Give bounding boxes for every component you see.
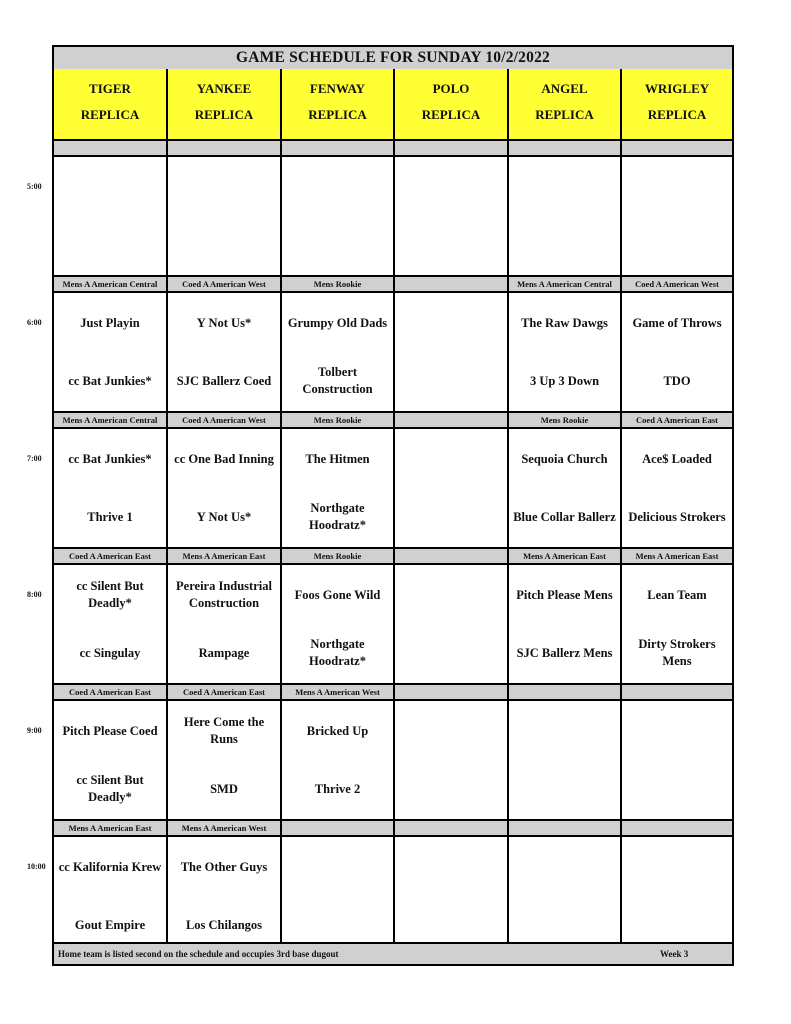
home-team: Thrive 1 <box>87 509 133 524</box>
visiting-team <box>54 163 166 211</box>
game-cell <box>622 837 732 955</box>
visiting-team: The Raw Dawgs <box>521 315 608 330</box>
division-band <box>54 139 732 157</box>
field-name: FENWAY <box>309 81 366 96</box>
division-label: Mens Rookie <box>282 549 395 563</box>
division-label: Mens A American Central <box>54 413 168 427</box>
game-cell <box>54 293 168 411</box>
time-label: 5:00 <box>27 182 42 191</box>
game-cell <box>168 565 282 683</box>
visiting-team: The Hitmen <box>305 451 370 466</box>
time-label: 9:00 <box>27 726 42 735</box>
visiting-team <box>282 843 393 891</box>
visiting-team <box>509 707 620 755</box>
home-team <box>395 629 507 677</box>
game-cell <box>622 157 732 275</box>
game-cell <box>509 837 622 955</box>
time-slot-row <box>54 293 732 411</box>
visiting-team <box>395 843 507 891</box>
field-type: REPLICA <box>80 107 140 122</box>
home-team <box>395 493 507 541</box>
time-slot-row <box>54 565 732 683</box>
field-name: ANGEL <box>541 81 588 96</box>
division-label <box>282 821 395 835</box>
field-name: POLO <box>432 81 470 96</box>
division-label: Mens A American East <box>509 549 622 563</box>
time-label: 7:00 <box>27 454 42 463</box>
home-team <box>395 765 507 813</box>
division-label: Coed A American East <box>168 685 282 699</box>
visiting-team <box>622 843 732 891</box>
game-cell <box>168 157 282 275</box>
game-cell <box>622 701 732 819</box>
visiting-team: Pitch Please Coed <box>62 723 158 738</box>
game-cell <box>54 157 168 275</box>
field-header-row <box>54 69 732 141</box>
home-team: Northgate Hoodratz* <box>309 637 366 668</box>
visiting-team: cc Kalifornia Krew <box>58 859 162 874</box>
game-cell <box>509 293 622 411</box>
visiting-team: Pitch Please Mens <box>516 587 613 602</box>
game-cell <box>54 565 168 683</box>
visiting-team <box>395 163 507 211</box>
game-cell <box>168 701 282 819</box>
field-type: REPLICA <box>421 107 481 122</box>
visiting-team <box>622 707 732 755</box>
field-name: TIGER <box>89 81 131 96</box>
game-cell <box>282 565 395 683</box>
visiting-team <box>509 163 620 211</box>
game-cell <box>282 157 395 275</box>
game-cell <box>282 429 395 547</box>
game-cell <box>395 565 509 683</box>
home-team <box>54 221 166 269</box>
game-cell <box>395 837 509 955</box>
division-label <box>168 141 282 155</box>
home-team: Thrive 2 <box>314 781 361 796</box>
visiting-team: cc Bat Junkies* <box>68 451 152 466</box>
division-label <box>395 277 509 291</box>
field-name: YANKEE <box>196 81 252 96</box>
visiting-team: Here Come the Runs <box>183 715 265 746</box>
schedule-footer <box>54 942 732 964</box>
visiting-team <box>282 163 393 211</box>
division-label: Mens A American Central <box>509 277 622 291</box>
home-team: Los Chilangos <box>185 917 263 932</box>
visiting-team: cc Silent But Deadly* <box>76 579 144 610</box>
visiting-team: Y Not Us* <box>196 315 252 330</box>
division-band <box>54 411 732 429</box>
game-cell <box>622 565 732 683</box>
visiting-team <box>395 707 507 755</box>
home-team <box>168 221 280 269</box>
division-label: Mens A American East <box>54 821 168 835</box>
visiting-team: cc One Bad Inning <box>174 451 274 466</box>
game-cell <box>395 701 509 819</box>
home-team: 3 Up 3 Down <box>529 373 600 388</box>
division-band <box>54 547 732 565</box>
visiting-team <box>509 843 620 891</box>
division-label <box>395 141 509 155</box>
game-cell <box>282 837 395 955</box>
division-label <box>509 141 622 155</box>
visiting-team: The Other Guys <box>180 859 268 874</box>
division-label <box>509 821 622 835</box>
home-team: Gout Empire <box>74 917 146 932</box>
division-label <box>395 685 509 699</box>
home-team <box>395 221 507 269</box>
division-label: Coed A American West <box>168 413 282 427</box>
game-cell <box>168 429 282 547</box>
time-slot-row <box>54 837 732 955</box>
home-team <box>282 221 393 269</box>
game-cell <box>395 429 509 547</box>
division-label: Coed A American West <box>635 279 719 289</box>
game-cell <box>282 293 395 411</box>
home-team <box>509 221 620 269</box>
field-type: REPLICA <box>535 107 594 122</box>
division-band <box>54 683 732 701</box>
home-team: Delicious Strokers <box>628 509 726 524</box>
game-cell <box>54 701 168 819</box>
game-cell <box>509 701 622 819</box>
time-label: 10:00 <box>27 862 46 871</box>
game-cell <box>54 429 168 547</box>
game-cell <box>509 429 622 547</box>
home-team: SJC Ballerz Coed <box>176 373 272 388</box>
division-label <box>54 141 168 155</box>
game-cell <box>622 429 732 547</box>
field-name: WRIGLEY <box>644 81 710 96</box>
division-label: Coed A American East <box>636 415 718 425</box>
division-label <box>622 141 732 155</box>
division-label: Mens A American West <box>282 685 395 699</box>
game-cell <box>54 837 168 955</box>
time-slot-row <box>54 157 732 275</box>
division-label <box>622 821 732 835</box>
game-cell <box>395 293 509 411</box>
visiting-team <box>168 163 280 211</box>
field-header-angel <box>509 69 622 139</box>
home-team: Blue Collar Ballerz <box>513 509 616 524</box>
home-team <box>509 765 620 813</box>
visiting-team: Grumpy Old Dads <box>287 315 388 330</box>
visiting-team: Game of Throws <box>632 315 722 330</box>
home-team: Tolbert Construction <box>302 365 373 396</box>
field-header-yankee <box>168 69 282 139</box>
game-cell <box>395 157 509 275</box>
division-band <box>54 819 732 837</box>
home-team: cc Singulay <box>79 645 141 660</box>
home-team: Dirty Strokers Mens <box>638 637 716 668</box>
home-team: Y Not Us* <box>196 509 252 524</box>
division-label <box>395 413 509 427</box>
division-label: Mens Rookie <box>509 413 622 427</box>
visiting-team: Just Playin <box>80 315 140 330</box>
home-team <box>622 221 732 269</box>
time-slot-row <box>54 429 732 547</box>
visiting-team <box>395 435 507 483</box>
division-label: Mens A American East <box>635 551 719 561</box>
visiting-team <box>395 299 507 347</box>
schedule-table <box>52 45 734 966</box>
visiting-team: Sequoia Church <box>521 451 608 466</box>
field-header-fenway <box>282 69 395 139</box>
home-team-note: Home team is listed second on the schedule and occupies 3rd base dugout <box>58 949 339 959</box>
home-team: TDO <box>663 373 691 388</box>
division-label <box>395 821 509 835</box>
time-label: 8:00 <box>27 590 42 599</box>
visiting-team <box>395 571 507 619</box>
home-team <box>395 357 507 405</box>
field-type: REPLICA <box>647 107 707 122</box>
division-label: Coed A American East <box>54 549 168 563</box>
visiting-team: Foos Gone Wild <box>294 587 381 602</box>
division-band <box>54 275 732 293</box>
division-label: Coed A American West <box>168 277 282 291</box>
field-type: REPLICA <box>194 107 254 122</box>
division-label: Mens A American West <box>168 821 282 835</box>
division-label <box>395 549 509 563</box>
division-label: Mens A American Central <box>54 277 168 291</box>
week-label: Week 3 <box>660 949 689 959</box>
home-team: cc Bat Junkies* <box>68 373 152 388</box>
division-label: Mens Rookie <box>282 277 395 291</box>
visiting-team: Pereira Industrial Construction <box>176 579 272 610</box>
home-team: Rampage <box>198 645 250 660</box>
visiting-team: Ace$ Loaded <box>642 451 712 466</box>
home-team: SMD <box>210 781 238 796</box>
time-label: 6:00 <box>27 318 42 327</box>
time-slot-row <box>54 701 732 819</box>
division-label: Mens A American East <box>168 549 282 563</box>
visiting-team: Bricked Up <box>306 723 369 738</box>
division-label <box>282 141 395 155</box>
visiting-team: Lean Team <box>647 587 707 602</box>
field-header-wrigley <box>622 69 732 139</box>
visiting-team <box>622 163 732 211</box>
field-header-tiger <box>54 69 168 139</box>
game-cell <box>509 565 622 683</box>
home-team: Northgate Hoodratz* <box>309 501 366 532</box>
game-cell <box>509 157 622 275</box>
game-cell <box>168 837 282 955</box>
field-header-polo <box>395 69 509 139</box>
home-team: cc Silent But Deadly* <box>76 773 144 804</box>
division-label <box>509 685 622 699</box>
schedule-title: GAME SCHEDULE FOR SUNDAY 10/2/2022 <box>54 47 732 71</box>
field-type: REPLICA <box>308 107 367 122</box>
home-team: SJC Ballerz Mens <box>516 645 613 660</box>
game-cell <box>622 293 732 411</box>
game-cell <box>168 293 282 411</box>
division-label: Mens Rookie <box>282 413 395 427</box>
home-team <box>622 765 732 813</box>
division-label: Coed A American East <box>54 685 168 699</box>
game-cell <box>282 701 395 819</box>
division-label <box>622 685 732 699</box>
